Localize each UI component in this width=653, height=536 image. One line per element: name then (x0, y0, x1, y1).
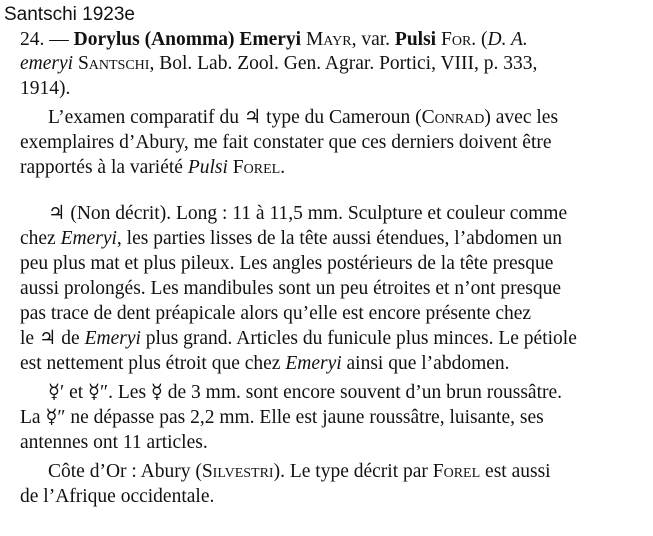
text-line: le ♃ de Emeryi plus grand. Articles du funicule plus minces. Le pétiole (20, 328, 577, 349)
text-line: L’examen comparatif du ♃ type du Cameroun (Conrad) avec les (48, 107, 559, 128)
text-line: exemplaires d’Abury, me fait constater que ces derniers doivent être (20, 132, 552, 153)
text-line: ☿′ et ☿″. Les ☿ de 3 mm. sont encore souvent d’un brun roussâtre. (48, 382, 563, 403)
document-header: Santschi 1923e (4, 4, 135, 25)
text-line: rapportés à la variété Pulsi Forel. (20, 157, 286, 178)
text-line: de l’Afrique occidentale. (20, 486, 215, 507)
text-line: emeryi Santschi, Bol. Lab. Zool. Gen. Agrar. Portici, VIII, p. 333, (20, 53, 538, 74)
text-line: antennes ont 11 articles. (20, 432, 208, 453)
text-line: peu plus mat et plus pileux. Les angles postérieurs de la tête presque (20, 253, 554, 274)
text-line: La ☿″ ne dépasse pas 2,2 mm. Elle est jaune roussâtre, luisante, ses (20, 407, 544, 428)
text-line: chez Emeryi, les parties lisses de la tête aussi étendues, l’abdomen un (20, 228, 563, 249)
text-line: ♃ (Non décrit). Long : 11 à 11,5 mm. Sculpture et couleur comme (48, 203, 568, 224)
text-line: aussi prolongés. Les mandibules sont un peu étroites et n’ont presque (20, 278, 562, 299)
text-line: pas trace de dent préapicale alors qu’elle est encore présente chez (20, 303, 532, 324)
text-line: 1914). (20, 78, 71, 99)
text-line: 24. — Dorylus (Anomma) Emeryi Mayr, var. Pulsi For. (D. A. (20, 29, 528, 50)
text-line: est nettement plus étroit que chez Emeryi ainsi que l’abdomen. (20, 353, 510, 374)
text-line: Côte d’Or : Abury (Silvestri). Le type décrit par Forel est aussi (48, 461, 551, 482)
